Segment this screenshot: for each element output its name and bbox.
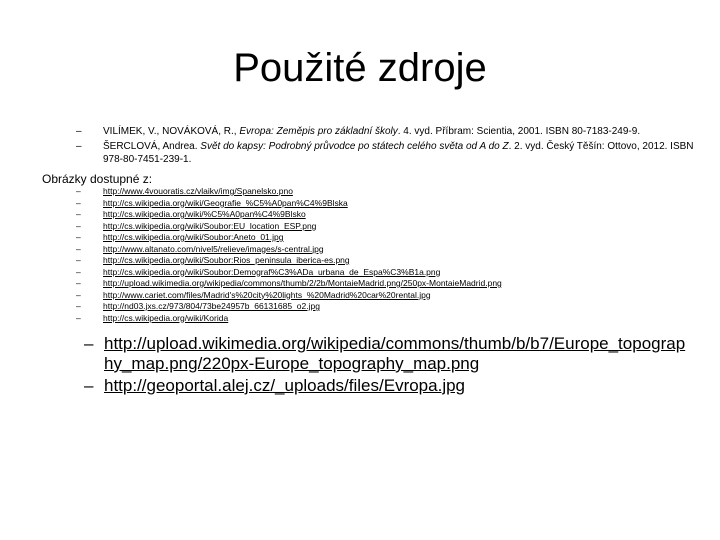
image-link-list	[76, 186, 686, 324]
bullet-dash: –	[76, 232, 81, 242]
list-item	[76, 221, 686, 233]
reference-item	[76, 125, 696, 138]
list-item	[76, 313, 686, 325]
image-source-link[interactable]: http://cs.wikipedia.org/wiki/Soubor:Demograf%C3%ADa_urbana_de_Espa%C3%B1a.png	[103, 266, 441, 277]
bullet-dash: –	[76, 126, 82, 137]
bullet-dash: –	[76, 289, 81, 300]
reference-authors: VILÍMEK, V., NOVÁKOVÁ, R.,	[103, 126, 240, 137]
reference-details: . 4. vyd. Příbram: Scientia, 2001. ISBN 80-7183-249-9.	[397, 126, 641, 137]
bullet-dash: –	[76, 220, 81, 231]
bullet-dash: –	[84, 334, 94, 353]
image-source-link[interactable]: http://upload.wikimedia.org/wikipedia/commons/thumb/2/2b/MontaieMadrid.png/250px-MontaieMadrid.png	[103, 278, 502, 288]
reference-work-title: Svět do kapsy: Podrobný průvodce po státech celého světa od A do Z	[200, 141, 509, 152]
list-item	[76, 186, 686, 198]
bullet-dash: –	[76, 209, 81, 219]
bullet-dash: –	[76, 243, 81, 254]
list-item	[76, 244, 686, 256]
list-item	[76, 301, 686, 313]
images-heading: Obrázky dostupné z:	[42, 172, 153, 186]
list-item	[76, 290, 686, 302]
reference-authors: ŠERCLOVÁ, Andrea.	[103, 141, 201, 152]
list-item	[84, 376, 694, 396]
slide-title: Použité zdroje	[233, 46, 487, 90]
list-item	[76, 278, 686, 290]
bullet-dash: –	[76, 266, 81, 277]
image-source-link[interactable]: http://nd03.jxs.cz/973/804/73be24957b_66131685_o2.jpg	[103, 301, 320, 311]
bullet-dash: –	[76, 141, 82, 152]
bullet-dash: –	[76, 255, 81, 265]
image-source-link[interactable]: http://cs.wikipedia.org/wiki/Geografie_%C5%A0pan%C4%9Blska	[103, 197, 348, 208]
bullet-dash: –	[76, 186, 81, 196]
image-source-link[interactable]: http://www.altanato.com/nivel5/relieve/images/s-central.jpg	[103, 243, 324, 254]
image-source-link[interactable]: http://cs.wikipedia.org/wiki/Soubor:Rios_peninsula_iberica-es.png	[103, 255, 350, 265]
image-source-link[interactable]: http://cs.wikipedia.org/wiki/Soubor:EU_location_ESP.png	[103, 220, 317, 231]
list-item	[76, 255, 686, 267]
list-item	[76, 209, 686, 221]
list-item	[76, 198, 686, 210]
image-source-link[interactable]: http://www.cariet.com/files/Madrid's%20city%20lights_%20Madrid%20car%20rental.jpg	[103, 289, 431, 300]
reference-list	[76, 125, 696, 168]
list-item	[76, 267, 686, 279]
bullet-dash: –	[76, 312, 81, 323]
image-source-link[interactable]: http://www.4vouoratis.cz/vlaikv/img/Spanelsko.pno	[103, 186, 293, 196]
image-source-link[interactable]: http://cs.wikipedia.org/wiki/%C5%A0pan%C4%9Blsko	[103, 209, 306, 219]
map-source-link[interactable]: http://upload.wikimedia.org/wikipedia/commons/thumb/b/b7/Europe_topography_map.png/220px-Europe_topography_map.png	[104, 334, 686, 373]
bullet-dash: –	[76, 197, 81, 208]
reference-work-title: Evropa: Zeměpis pro základní školy	[239, 126, 398, 137]
list-item	[84, 334, 694, 374]
reference-item	[76, 140, 696, 166]
image-source-link[interactable]: http://cs.wikipedia.org/wiki/Soubor:Aneto_01.jpg	[103, 232, 284, 242]
image-source-link[interactable]: http://cs.wikipedia.org/wiki/Korida	[103, 312, 229, 323]
bullet-dash: –	[84, 376, 94, 395]
reference-details: . 2. vyd. Český Těšín: Ottovo, 2012. ISBN 978-80-7451-239-1.	[103, 141, 694, 165]
list-item	[76, 232, 686, 244]
bullet-dash: –	[76, 278, 81, 288]
bullet-dash: –	[76, 301, 81, 311]
map-link-list	[84, 334, 694, 398]
map-source-link[interactable]: http://geoportal.alej.cz/_uploads/files/Evropa.jpg	[104, 376, 466, 395]
